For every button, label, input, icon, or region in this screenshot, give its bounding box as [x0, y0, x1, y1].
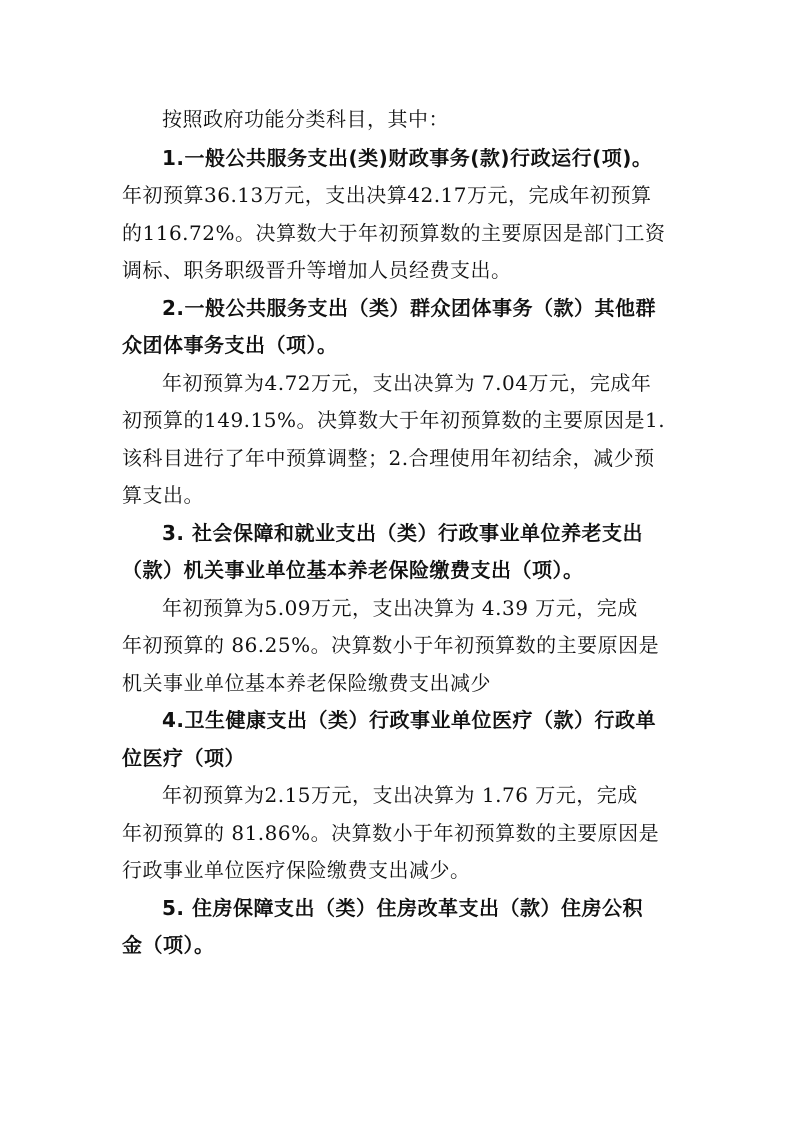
section-4-line-2: 年初预算的 81.86%。决算数小于年初预算数的主要原因是 — [122, 821, 660, 845]
section-2-line-2: 初预算的149.15%。决算数大于年初预算数的主要原因是1. — [122, 408, 666, 432]
section-4-heading-line-1: 4.卫生健康支出（类）行政事业单位医疗（款）行政单 — [162, 708, 657, 732]
section-2-line-4: 算支出。 — [122, 483, 204, 507]
section-2-heading-line-2: 众团体事务支出（项）。 — [122, 333, 338, 357]
section-3-line-2: 年初预算的 86.25%。决算数小于年初预算数的主要原因是 — [122, 633, 660, 657]
section-4-line-1: 年初预算为2.15万元，支出决算为 1.76 万元，完成 — [162, 783, 638, 807]
section-1-line-2: 的116.72%。决算数大于年初预算数的主要原因是部门工资 — [122, 221, 666, 245]
section-3-heading-line-2: （款）机关事业单位基本养老保险缴费支出（项）。 — [122, 558, 584, 582]
section-1-line-1: 年初预算36.13万元，支出决算42.17万元，完成年初预算 — [122, 183, 652, 207]
section-5-heading-line-2: 金（项）。 — [122, 933, 215, 957]
section-2-line-3: 该科目进行了年中预算调整；2.合理使用年初结余，减少预 — [122, 446, 655, 470]
section-1-line-3: 调标、职务职级晋升等增加人员经费支出。 — [122, 258, 512, 282]
section-5-heading-line-1: 5. 住房保障支出（类）住房改革支出（款）住房公积 — [162, 896, 643, 920]
intro-paragraph: 按照政府功能分类科目，其中： — [162, 107, 449, 131]
section-2-heading-line-1: 2.一般公共服务支出（类）群众团体事务（款）其他群 — [162, 296, 657, 320]
section-4-line-3: 行政事业单位医疗保险缴费支出减少。 — [122, 858, 471, 882]
section-3-line-3: 机关事业单位基本养老保险缴费支出减少 — [122, 671, 491, 695]
section-1-heading: 1.一般公共服务支出(类)财政事务(款)行政运行(项)。 — [162, 146, 653, 170]
section-2-line-1: 年初预算为4.72万元，支出决算为 7.04万元，完成年 — [162, 371, 652, 395]
section-3-heading-line-1: 3. 社会保障和就业支出（类）行政事业单位养老支出 — [162, 521, 643, 545]
section-4-heading-line-2: 位医疗（项） — [122, 746, 245, 770]
section-3-line-1: 年初预算为5.09万元，支出决算为 4.39 万元，完成 — [162, 596, 638, 620]
